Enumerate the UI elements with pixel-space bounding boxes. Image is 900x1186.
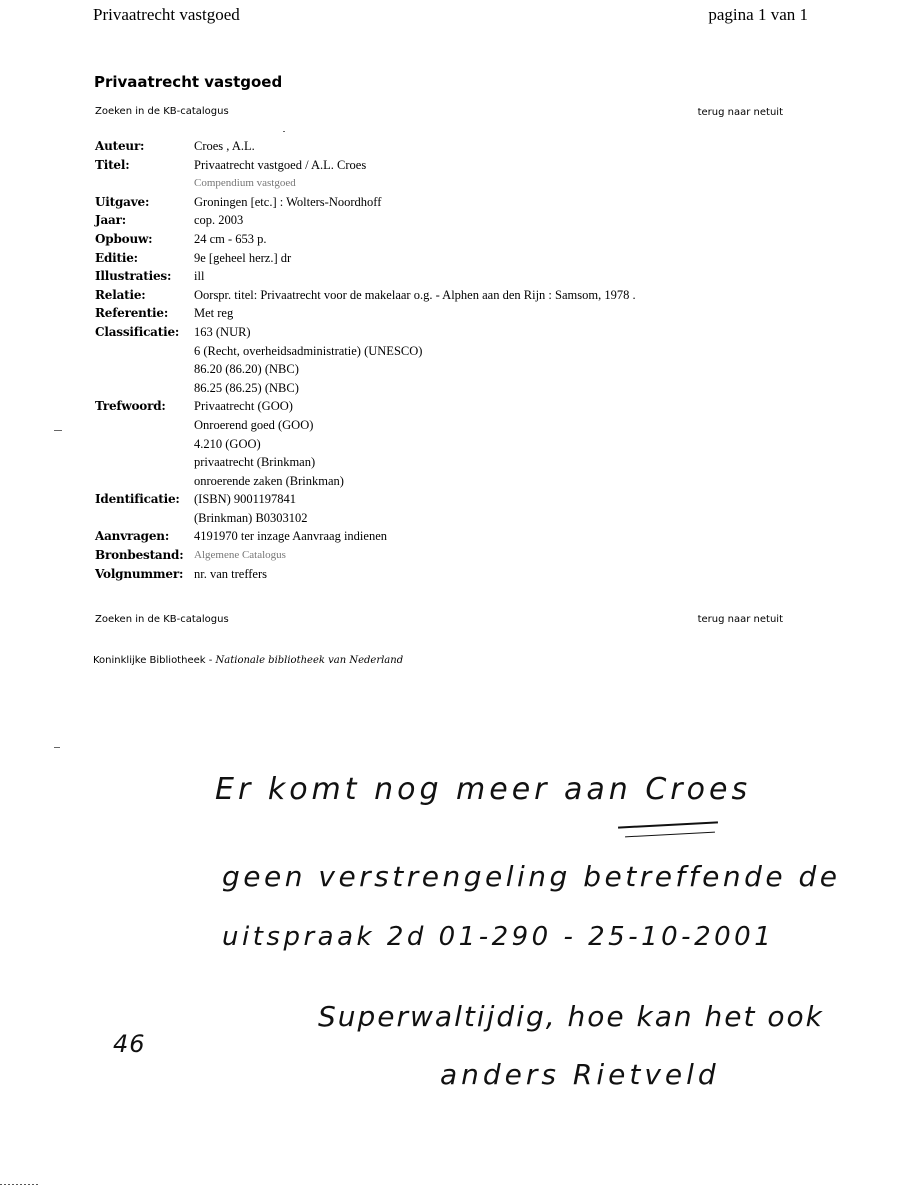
field-label: Auteur:: [95, 139, 145, 153]
footer-org-subtitle: Nationale bibliotheek van Nederland: [215, 655, 404, 666]
handwritten-note-line-4: Superwaltijdig, hoe kan het ook: [318, 1000, 824, 1033]
field-value: Met reg: [194, 306, 234, 321]
field-value: Algemene Catalogus: [194, 549, 286, 562]
handwritten-signature: anders Rietveld: [440, 1058, 720, 1091]
footer-org-name: Koninklijke Bibliotheek -: [93, 655, 216, 666]
field-value: cop. 2003: [194, 213, 244, 228]
field-value: 24 cm - 653 p.: [194, 231, 267, 246]
field-label: Bronbestand:: [95, 548, 184, 563]
field-value: privaatrecht (Brinkman): [194, 455, 316, 470]
field-value: 86.20 (86.20) (NBC): [194, 362, 299, 377]
field-label: Volgnummer:: [95, 566, 184, 581]
field-value: 4.210 (GOO): [194, 436, 261, 451]
scan-speck: [283, 131, 285, 132]
field-label: Illustraties:: [95, 269, 172, 284]
field-value: Privaatrecht (GOO): [194, 399, 293, 414]
back-link-top[interactable]: terug naar netuit: [697, 107, 783, 118]
field-value: (ISBN) 9001197841: [194, 492, 296, 507]
field-value: 163 (NUR): [194, 324, 251, 339]
field-value: Onroerend goed (GOO): [194, 417, 314, 432]
field-value: nr. van treffers: [194, 566, 268, 581]
handwritten-page-number: 46: [113, 1030, 146, 1058]
field-value: 86.25 (86.25) (NBC): [194, 380, 299, 395]
field-value: 6 (Recht, overheidsadministratie) (UNESCO): [194, 343, 423, 358]
field-value: Privaatrecht vastgoed / A.L. Croes: [194, 157, 367, 172]
field-label: Trefwoord:: [95, 399, 166, 414]
field-label: Classificatie:: [95, 324, 180, 339]
field-value: 9e [geheel herz.] dr: [194, 250, 292, 265]
handwritten-underline: [618, 821, 718, 828]
footer-organization: [93, 655, 403, 666]
handwritten-underline-2: [625, 832, 715, 838]
field-value: (Brinkman) B0303102: [194, 510, 308, 525]
field-label: Identificatie:: [95, 492, 180, 507]
field-value: Compendium vastgoed: [194, 177, 296, 190]
search-catalog-link-top[interactable]: Zoeken in de KB-catalogus: [95, 106, 229, 117]
back-link-bottom[interactable]: terug naar netuit: [697, 614, 783, 625]
field-label: Jaar:: [95, 213, 126, 228]
field-value: onroerende zaken (Brinkman): [194, 473, 344, 488]
scan-edge: [0, 1184, 40, 1185]
field-label: Opbouw:: [95, 231, 153, 246]
page-title: Privaatrecht vastgoed: [94, 73, 283, 91]
field-value: ill: [194, 269, 205, 284]
field-label: Relatie:: [95, 287, 146, 302]
search-catalog-link-bottom[interactable]: Zoeken in de KB-catalogus: [95, 614, 229, 625]
field-value[interactable]: 4191970 ter inzage Aanvraag indienen: [194, 529, 387, 544]
scan-speck: [54, 747, 60, 748]
print-page-number: pagina 1 van 1: [708, 5, 808, 24]
field-label: Editie:: [95, 250, 138, 265]
field-label: Uitgave:: [95, 194, 150, 209]
field-label: Titel:: [95, 157, 130, 172]
handwritten-note-line-2: geen verstrengeling betreffende de: [222, 860, 841, 893]
print-header-title: Privaatrecht vastgoed: [93, 5, 240, 24]
scan-speck: [54, 430, 62, 431]
field-label: Referentie:: [95, 306, 169, 321]
handwritten-note-line-1: Er komt nog meer aan Croes: [215, 772, 752, 807]
field-value: Oorspr. titel: Privaatrecht voor de makelaar o.g. - Alphen aan den Rijn : Samsom, 1978 .: [194, 287, 636, 302]
handwritten-note-line-3: uitspraak 2d 01-290 - 25-10-2001: [222, 922, 775, 952]
field-label: Aanvragen:: [95, 529, 170, 544]
field-value: Groningen [etc.] : Wolters-Noordhoff: [194, 194, 382, 209]
field-value: Croes , A.L.: [194, 139, 255, 153]
